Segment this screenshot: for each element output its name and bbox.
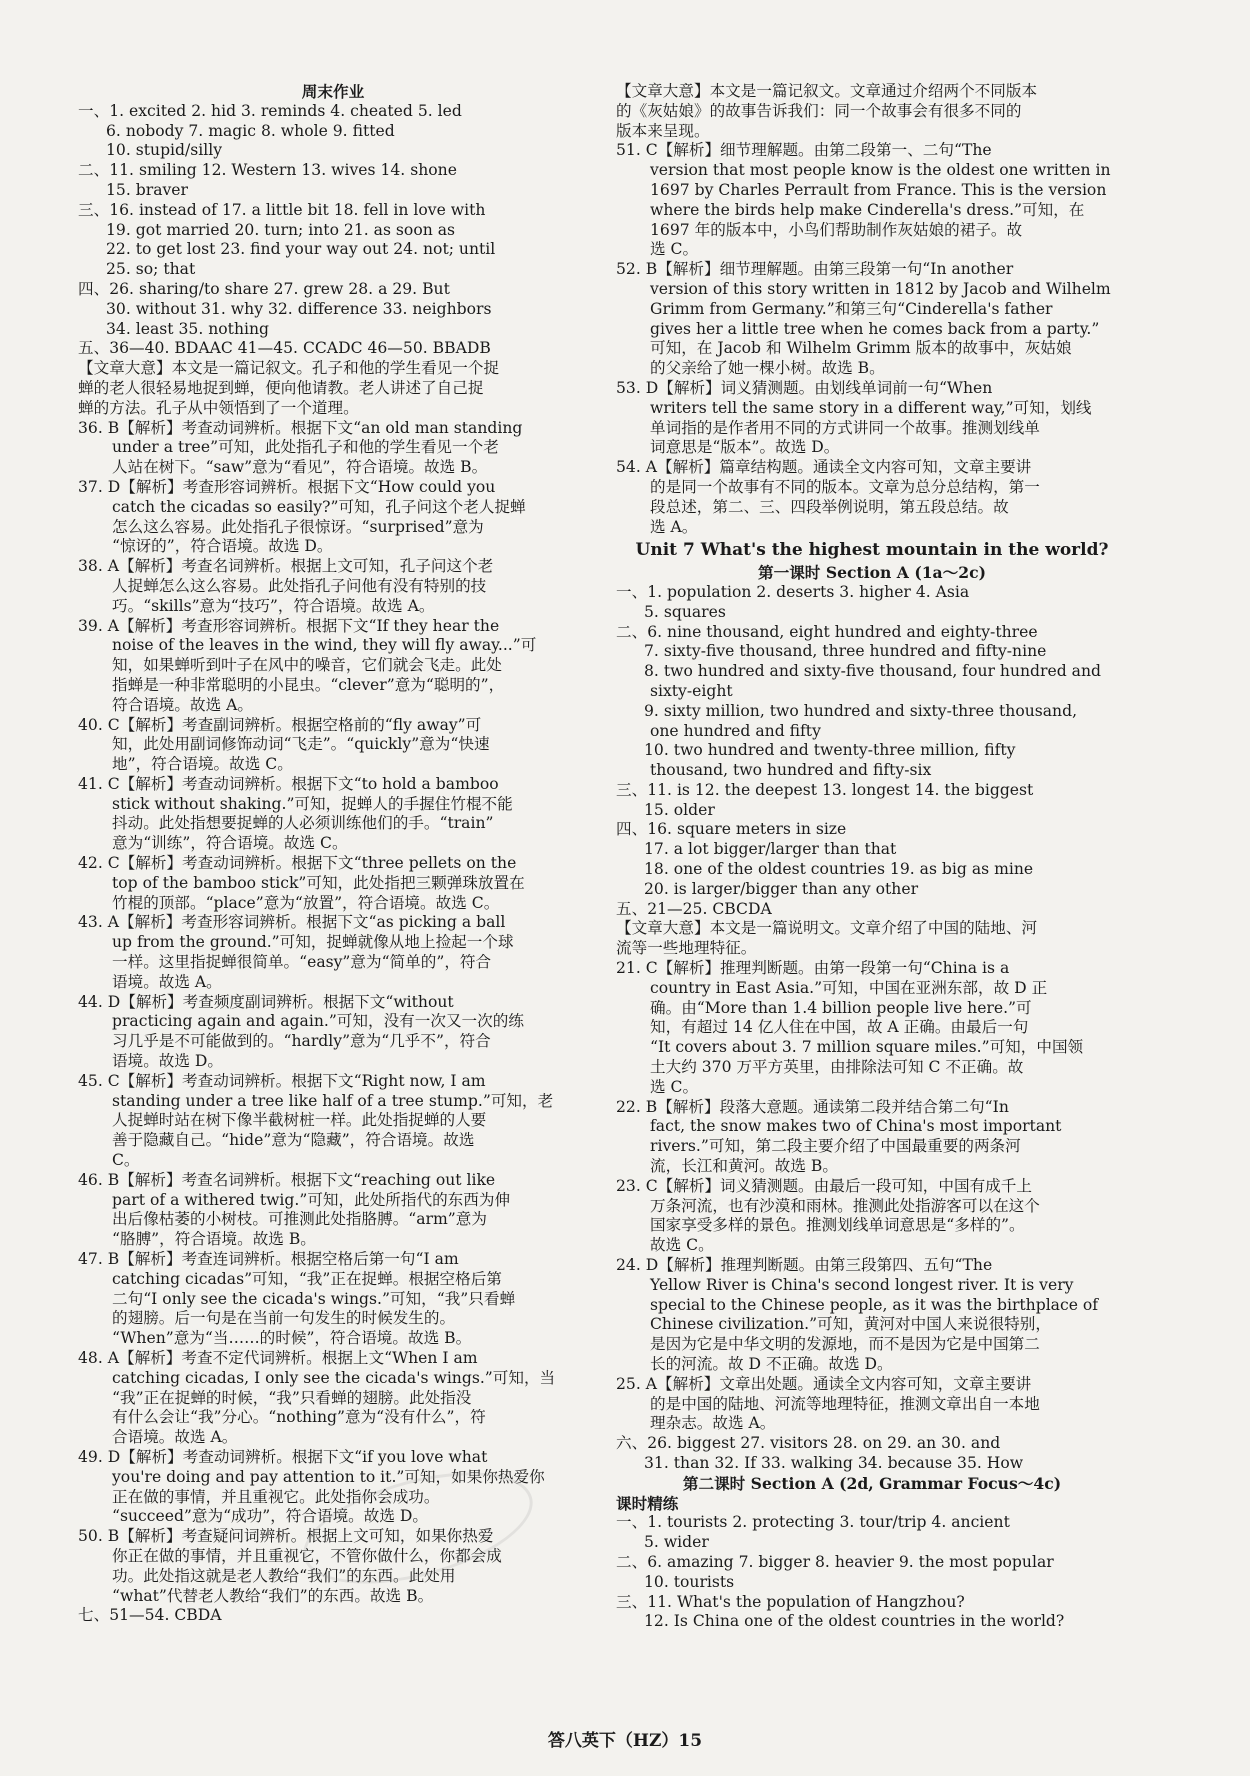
text-line: 二、11. smiling 12. Western 13. wives 14. shone [78, 161, 457, 180]
text-line: thousand, two hundred and fifty-six [650, 761, 932, 780]
text-line: 39. A【解析】考查形容词辨析。根据下文“If they hear the [78, 616, 500, 635]
text-line: 12. Is China one of the oldest countries in the world? [644, 1612, 1065, 1631]
text-line: “what”代替老人教给“我们”的东西。故选 B。 [112, 1586, 434, 1605]
text-line: 周末作业 [301, 82, 365, 101]
text-line: 三、16. instead of 17. a little bit 18. fell in love with [78, 200, 486, 219]
text-line: 地”，符合语境。故选 C。 [112, 755, 293, 774]
text-line: 52. B【解析】细节理解题。由第三段第一句“In another [616, 260, 1014, 279]
text-line: 5. squares [644, 602, 726, 621]
text-line: country in East Asia.”可知，中国在亚洲东部，故 D 正 [650, 978, 1048, 997]
text-line: 44. D【解析】考查频度副词辨析。根据下文“without [78, 992, 454, 1011]
text-line: top of the bamboo stick”可知，此处指把三颗弹珠放置在 [112, 873, 525, 892]
text-line: 一、1. population 2. deserts 3. higher 4. Asia [616, 582, 970, 601]
text-line: 的是同一个故事有不同的版本。文章为总分总结构，第一 [650, 477, 1040, 496]
text-line: 习几乎是不可能做到的。“hardly”意为“几乎不”，符合 [112, 1032, 491, 1051]
text-line: 21. C【解析】推理判断题。由第一段第一句“China is a [616, 959, 1010, 978]
text-line: 词意思是“版本”。故选 D。 [650, 438, 840, 457]
text-line: 三、11. is 12. the deepest 13. longest 14. the biggest [616, 780, 1034, 799]
text-line: 二句“I only see the cicada's wings.”可知，“我”只看蝉 [112, 1289, 516, 1308]
text-line: 10. two hundred and twenty-three million, fifty [644, 741, 1016, 760]
text-line: 25. A【解析】文章出处题。通读全文内容可知，文章主要讲 [616, 1374, 1032, 1393]
text-line: 6. nobody 7. magic 8. whole 9. fitted [106, 121, 395, 140]
text-line: 1697 by Charles Perrault from France. This is the version [650, 180, 1107, 199]
text-line: 国家享受多样的景色。推测划线单词意思是“多样的”。 [650, 1216, 1025, 1235]
text-line: version that most people know is the oldest one written in [650, 161, 1111, 180]
text-line: 1697 年的版本中，小鸟们帮助制作灰姑娘的裙子。故 [650, 220, 1023, 239]
text-line: 二、6. nine thousand, eight hundred and eighty-three [616, 622, 1038, 641]
text-line: 知，有超过 14 亿人住在中国，故 A 正确。由最后一句 [650, 1018, 1029, 1037]
text-line: 41. C【解析】考查动词辨析。根据下文“to hold a bamboo [78, 774, 499, 793]
text-line: “惊讶的”，符合语境。故选 D。 [112, 537, 333, 556]
text-line: 24. D【解析】推理判断题。由第三段第四、五句“The [616, 1256, 993, 1275]
text-line: fact, the snow makes two of China's most important [650, 1117, 1062, 1136]
text-line: Chinese civilization.”可知，黄河对中国人来说很特别， [650, 1315, 1051, 1334]
text-line: 指蝉是一种非常聪明的小昆虫。“clever”意为“聪明的”， [112, 675, 505, 694]
text-line: 符合语境。故选 A。 [112, 695, 253, 714]
text-line: 9. sixty million, two hundred and sixty-three thousand, [644, 701, 1078, 720]
text-line: 流，长江和黄河。故选 B。 [650, 1157, 838, 1176]
text-line: 5. wider [644, 1533, 709, 1552]
text-line: 怎么这么容易。此处指孔子很惊讶。“surprised”意为 [112, 517, 484, 536]
text-line: 土大约 370 万平方英里，由排除法可知 C 不正确。故 [650, 1058, 1024, 1077]
text-line: 人捉蝉怎么这么容易。此处指孔子问他有没有特别的技 [112, 576, 487, 595]
text-line: 选 C。 [650, 1077, 699, 1096]
text-line: 50. B【解析】考查疑问词辨析。根据上文可知，如果你热爱 [78, 1527, 494, 1546]
text-line: Grimm from Germany.”和第三句“Cinderella's father [650, 299, 1053, 318]
text-line: 第二课时 Section A (2d, Grammar Focus～4c) [682, 1473, 1062, 1493]
text-line: 出后像枯萎的小树枝。可推测此处指胳膊。“arm”意为 [112, 1210, 487, 1229]
text-line: 课时精练 [616, 1493, 679, 1513]
text-line: 46. B【解析】考查名词辨析。根据下文“reaching out like [78, 1170, 496, 1189]
text-line: 巧。“skills”意为“技巧”，符合语境。故选 A。 [112, 596, 435, 615]
text-line: “succeed”意为“成功”，符合语境。故选 D。 [112, 1507, 429, 1526]
text-line: you're doing and pay attention to it.”可知，如果你热爱你 [112, 1467, 545, 1486]
text-line: 40. C【解析】考查副词辨析。根据空格前的“fly away”可 [78, 715, 482, 734]
text-line: 一、1. excited 2. hid 3. reminds 4. cheated 5. led [78, 101, 462, 120]
text-line: sixty-eight [650, 681, 733, 700]
text-line: 四、26. sharing/to share 27. grew 28. a 29. But [78, 279, 450, 298]
text-line: rivers.”可知，第二段主要介绍了中国最重要的两条河 [650, 1137, 1021, 1156]
text-line: 知，如果蝉听到叶子在风中的噪音，它们就会飞走。此处 [112, 656, 502, 675]
text-line: 的父亲给了她一棵小树。故选 B。 [650, 359, 885, 378]
text-line: writers tell the same story in a different way,”可知，划线 [650, 398, 1092, 417]
text-line: 长的河流。故 D 不正确。故选 D。 [650, 1355, 893, 1373]
text-line: 知，此处用副词修饰动词“飞走”。“quickly”意为“快速 [112, 735, 490, 754]
text-line: 人捉蝉时站在树下像半截树桩一样。此处指捉蝉的人要 [112, 1111, 487, 1130]
text-line: 37. D【解析】考查形容词辨析。根据下文“How could you [78, 477, 496, 496]
text-line: 10. stupid/silly [106, 141, 223, 160]
text-line: 段总述，第二、三、四段举例说明，第五段总结。故 [650, 497, 1009, 516]
text-line: 功。此处指这就是老人教给“我们”的东西。此处用 [112, 1566, 456, 1585]
text-line: version of this story written in 1812 by Jacob and Wilhelm [650, 279, 1111, 298]
text-line: 15. older [644, 800, 715, 819]
text-line: 【文章大意】本文是一篇说明文。文章介绍了中国的陆地、河 [616, 919, 1038, 938]
text-line: 流等一些地理特征。 [616, 939, 757, 958]
text-line: “胳膊”，符合语境。故选 B。 [112, 1230, 316, 1249]
text-line: standing under a tree like half of a tree stump.”可知，老 [112, 1091, 554, 1110]
text-line: 三、11. What's the population of Hangzhou? [616, 1592, 965, 1611]
text-line: 正在做的事情，并且重视它。此处指你会成功。 [112, 1487, 440, 1506]
text-line: 49. D【解析】考查动词辨析。根据下文“if you love what [78, 1447, 488, 1466]
text-line: 45. C【解析】考查动词辨析。根据下文“Right now, I am [78, 1071, 486, 1090]
text-line: 19. got married 20. turn; into 21. as soon as [106, 220, 456, 239]
text-line: 15. braver [106, 180, 188, 199]
text-line: 18. one of the oldest countries 19. as big as mine [644, 860, 1034, 879]
text-line: 20. is larger/bigger than any other [644, 879, 919, 898]
text-line: 选 C。 [650, 240, 699, 259]
text-line: up from the ground.”可知，捉蝉就像从地上捡起一个球 [112, 933, 514, 952]
text-line: catching cicadas”可知，“我”正在捉蝉。根据空格后第 [112, 1269, 502, 1288]
text-line: 8. two hundred and sixty-five thousand, four hundred and [644, 662, 1101, 681]
text-line: 版本来呈现。 [616, 121, 710, 140]
text-line: 7. sixty-five thousand, three hundred and fifty-nine [644, 642, 1047, 661]
text-line: 一样。这里指捉蝉很简单。“easy”意为“简单的”，符合 [112, 953, 492, 972]
text-line: 【文章大意】本文是一篇记叙文。孔子和他的学生看见一个捉 [78, 359, 500, 378]
text-line: 六、26. biggest 27. visitors 28. on 29. an 30. and [616, 1434, 1001, 1453]
text-line: 31. than 32. If 33. walking 34. because 35. How [644, 1453, 1024, 1472]
text-line: 第一课时 Section A (1a～2c) [758, 563, 986, 583]
text-line: 34. least 35. nothing [106, 319, 270, 338]
text-line: 22. to get lost 23. find your way out 24. not; until [106, 240, 496, 259]
text-line: 七、51—54. CBDA [78, 1606, 222, 1625]
text-line: 五、21—25. CBCDA [616, 899, 772, 918]
text-line: 抖动。此处指想要捉蝉的人必须训练他们的手。“train” [112, 814, 494, 833]
text-line: 选 A。 [650, 517, 698, 536]
text-line: one hundred and fifty [650, 721, 821, 740]
text-line: 42. C【解析】考查动词辨析。根据下文“three pellets on the [78, 854, 517, 873]
text-line: 43. A【解析】考查形容词辨析。根据下文“as picking a ball [78, 913, 506, 932]
text-line: under a tree”可知，此处指孔子和他的学生看见一个老 [112, 438, 499, 457]
right-column [616, 82, 1128, 1632]
text-line: Unit 7 What's the highest mountain in the world? [635, 541, 1109, 561]
text-line: 一、1. tourists 2. protecting 3. tour/trip 4. ancient [616, 1513, 1010, 1532]
text-line: 语境。故选 A。 [112, 972, 222, 991]
text-line: 善于隐藏自己。“hide”意为“隐藏”，符合语境。故选 [112, 1131, 475, 1150]
text-line: C。 [112, 1151, 140, 1170]
text-line: catching cicadas, I only see the cicada's wings.”可知，当 [112, 1368, 556, 1387]
text-line: 36. B【解析】考查动词辨析。根据下文“an old man standing [78, 418, 523, 437]
text-line: gives her a little tree when he comes back from a party.” [650, 319, 1100, 338]
text-line: part of a withered twig.”可知，此处所指代的东西为伸 [112, 1190, 511, 1209]
text-line: 48. A【解析】考查不定代词辨析。根据上文“When I am [78, 1349, 478, 1367]
text-line: 理杂志。故选 A。 [650, 1414, 776, 1433]
text-line: 语境。故选 D。 [112, 1052, 224, 1071]
text-line: 故选 C。 [650, 1236, 714, 1255]
text-line: 合语境。故选 A。 [112, 1428, 238, 1447]
text-line: 51. C【解析】细节理解题。由第二段第一、二句“The [616, 141, 992, 160]
text-line: 人站在树下。“saw”意为“看见”，符合语境。故选 B。 [112, 458, 488, 477]
text-line: where the birds help make Cinderella's dress.”可知，在 [650, 200, 1085, 219]
text-line: 你正在做的事情，并且重视它，不管你做什么，你都会成 [112, 1546, 502, 1565]
text-line: 30. without 31. why 32. difference 33. neighbors [106, 299, 492, 318]
text-line: 的翅膀。后一句是在当前一句发生的时候发生的。 [112, 1309, 456, 1328]
text-line: 是因为它是中华文明的发源地，而不是因为它是中国第二 [650, 1335, 1040, 1354]
text-line: 47. B【解析】考查连词辨析。根据空格后第一句“I am [78, 1250, 459, 1269]
text-line: noise of the leaves in the wind, they will fly away...”可 [112, 636, 537, 655]
text-line: 25. so; that [106, 260, 196, 279]
text-line: 的《灰姑娘》的故事告诉我们：同一个故事会有很多不同的 [616, 101, 1022, 120]
text-line: “When”意为“当……的时候”，符合语境。故选 B。 [112, 1329, 472, 1348]
text-line: stick without shaking.”可知，捉蝉人的手握住竹棍不能 [112, 794, 513, 813]
text-line: 意为“训练”，符合语境。故选 C。 [112, 834, 348, 853]
text-line: 蝉的方法。孔子从中领悟到了一个道理。 [78, 398, 359, 417]
text-line: “我”正在捉蝉的时候，“我”只看蝉的翅膀。此处指没 [112, 1388, 472, 1407]
text-line: 竹棍的顶部。“place”意为“放置”，符合语境。故选 C。 [112, 893, 500, 912]
page-footer: 答八英下（HZ）15 [547, 1731, 703, 1751]
text-line: 10. tourists [644, 1572, 735, 1591]
text-line: 53. D【解析】词义猜测题。由划线单词前一句“When [616, 378, 993, 397]
text-line: 四、16. square meters in size [616, 820, 847, 839]
text-line: 22. B【解析】段落大意题。通读第二段并结合第二句“In [616, 1097, 1009, 1116]
text-line: Yellow River is China's second longest river. It is very [650, 1275, 1074, 1294]
text-line: 五、36—40. BDAAC 41—45. CCADC 46—50. BBADB [78, 339, 491, 358]
text-line: 54. A【解析】篇章结构题。通读全文内容可知，文章主要讲 [616, 458, 1032, 477]
text-line: 可知，在 Jacob 和 Wilhelm Grimm 版本的故事中，灰姑娘 [650, 339, 1072, 358]
text-line: 有什么会让“我”分心。“nothing”意为“没有什么”，符 [112, 1408, 486, 1427]
text-line: 【文章大意】本文是一篇记叙文。文章通过介绍两个不同版本 [616, 82, 1038, 100]
text-line: 的是中国的陆地、河流等地理特征，推测文章出自一本地 [650, 1394, 1040, 1413]
text-line: “It covers about 3. 7 million square miles.”可知，中国领 [650, 1038, 1084, 1057]
text-line: 17. a lot bigger/larger than that [644, 840, 897, 859]
text-line: 二、6. amazing 7. bigger 8. heavier 9. the most popular [616, 1552, 1054, 1571]
text-line: 确。由“More than 1.4 billion people live here.”可 [650, 998, 1032, 1017]
text-line: special to the Chinese people, as it was the birthplace of [650, 1295, 1099, 1314]
text-line: 38. A【解析】考查名词辨析。根据上文可知，孔子问这个老 [78, 557, 494, 576]
left-column [78, 82, 588, 1626]
text-line: 23. C【解析】词义猜测题。由最后一段可知，中国有成千上 [616, 1176, 1032, 1195]
text-line: catch the cicadas so easily?”可知，孔子问这个老人捉蝉 [112, 497, 526, 516]
text-line: practicing again and again.”可知，没有一次又一次的练 [112, 1012, 524, 1031]
text-line: 蝉的老人很轻易地捉到蝉，便向他请教。老人讲述了自己捉 [78, 378, 484, 397]
text-line: 万条河流，也有沙漠和雨林。推测此处指游客可以在这个 [650, 1196, 1040, 1215]
text-line: 单词指的是作者用不同的方式讲同一个故事。推测划线单 [650, 418, 1040, 437]
